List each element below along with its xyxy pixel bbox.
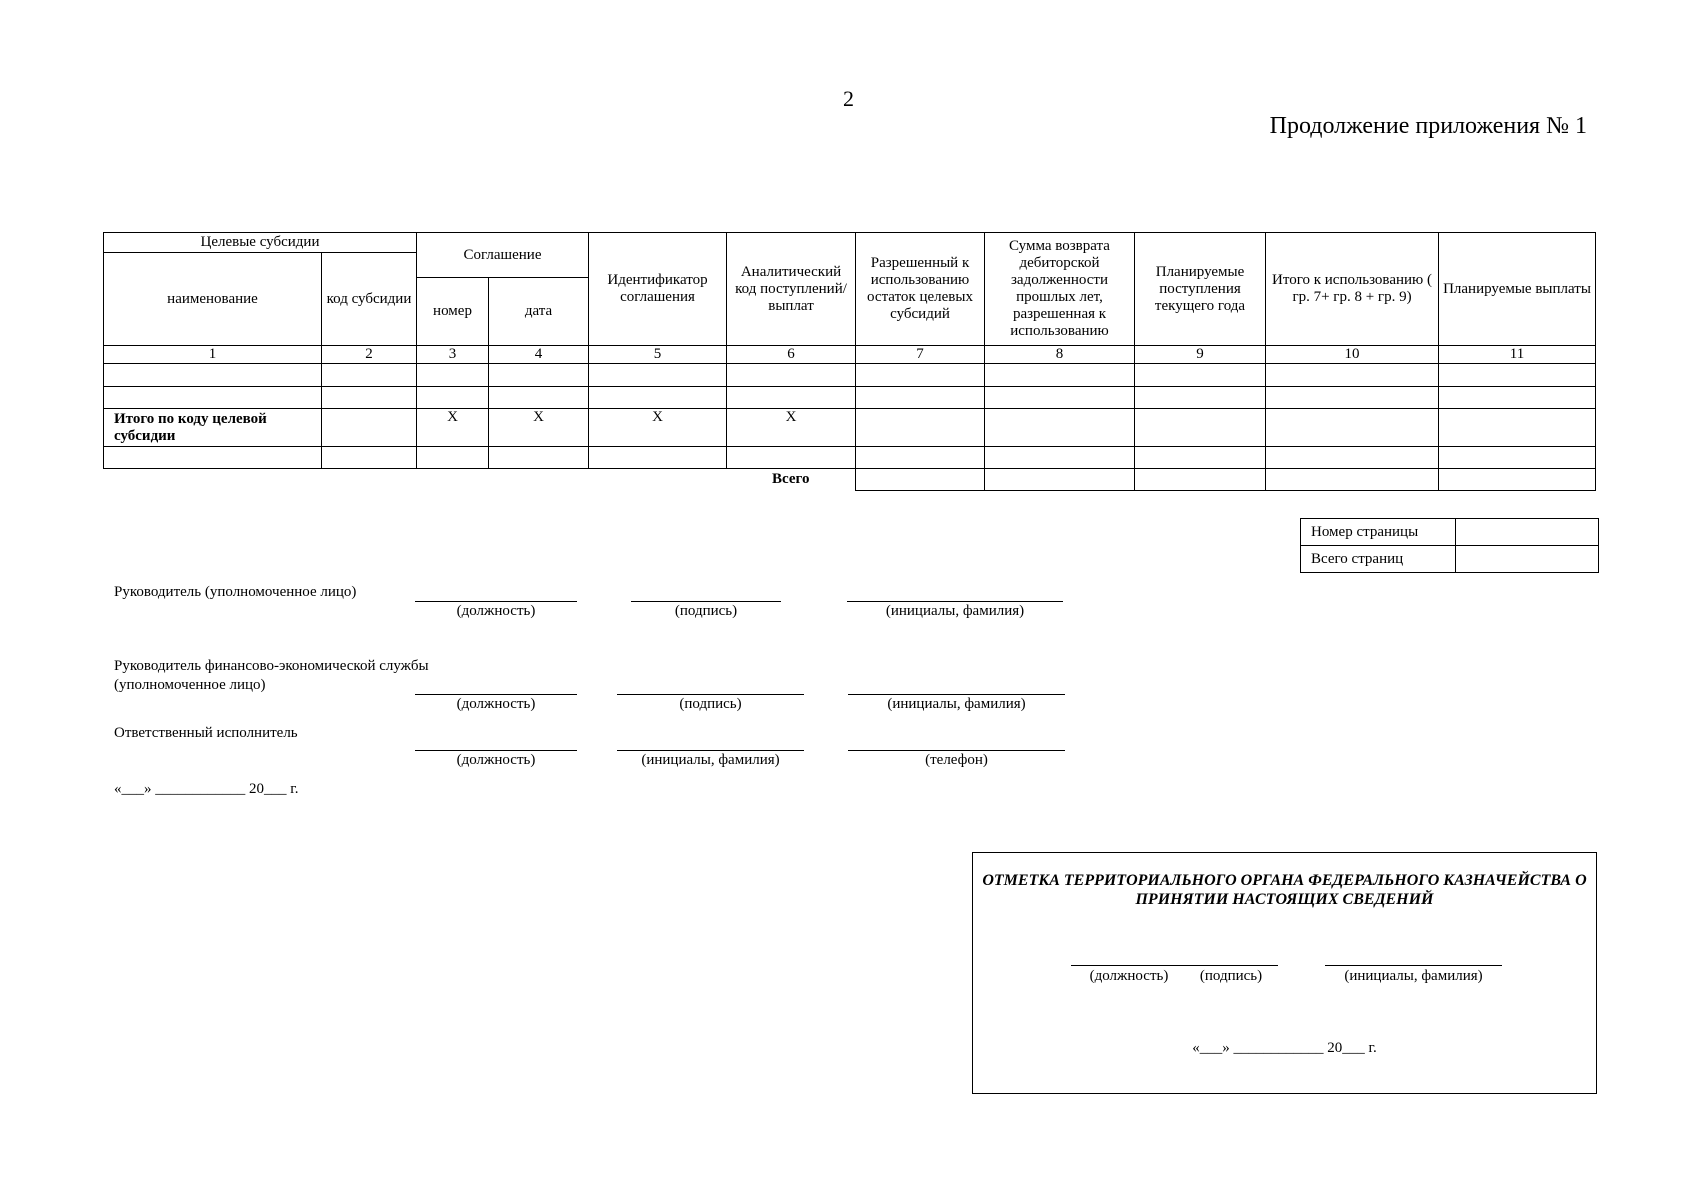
executor-phone-caption: (телефон) — [925, 752, 988, 768]
finance-head-label: Руководитель финансово-экономической службы (уполномоченное лицо) — [114, 658, 429, 693]
column-number: 7 — [856, 346, 985, 364]
finance-signature-line[interactable] — [617, 694, 804, 695]
executor-phone-line[interactable] — [848, 750, 1065, 751]
column-number: 5 — [589, 346, 727, 364]
total-pages-label: Всего страниц — [1301, 546, 1456, 573]
header-date: дата — [489, 278, 589, 346]
column-number: 8 — [985, 346, 1135, 364]
head-label: Руководитель (уполномоченное лицо) — [114, 584, 357, 600]
column-number: 9 — [1135, 346, 1266, 364]
executor-label: Ответственный исполнитель — [114, 725, 298, 741]
head-initials-line[interactable] — [847, 601, 1063, 602]
header-allowed-balance: Разрешенный к использованию остаток целевых субсидий — [856, 233, 985, 346]
header-agreement: Соглашение — [417, 233, 589, 278]
x-mark: X — [727, 409, 856, 447]
stamp-signature-caption: (подпись) — [1199, 968, 1263, 984]
table-row — [104, 387, 1596, 409]
executor-initials-line[interactable] — [617, 750, 804, 751]
executor-position-caption: (должность) — [456, 752, 536, 768]
treasury-stamp-title: ОТМЕТКА ТЕРРИТОРИАЛЬНОГО ОРГАНА ФЕДЕРАЛЬНОГО КАЗНАЧЕЙСТВА О ПРИНЯТИИ НАСТОЯЩИХ СВЕДЕНИЙ — [982, 872, 1587, 908]
total-pages-field[interactable] — [1456, 546, 1599, 573]
header-receivables-return: Сумма возврата дебиторской задолженности прошлых лет, разрешенная к использованию — [985, 233, 1135, 346]
finance-signature-caption: (подпись) — [679, 696, 742, 712]
finance-position-caption: (должность) — [456, 696, 536, 712]
table-row — [104, 364, 1596, 387]
x-mark: X — [417, 409, 489, 447]
grand-total-label: Всего — [727, 469, 856, 491]
stamp-date-line: «___» ____________ 20___ г. — [1192, 1040, 1377, 1056]
page-number: 2 — [843, 86, 854, 111]
pages-box — [1300, 518, 1599, 573]
executor-initials-caption: (инициалы, фамилия) — [641, 752, 780, 768]
x-mark: X — [489, 409, 589, 447]
column-number: 2 — [322, 346, 417, 364]
head-initials-caption: (инициалы, фамилия) — [885, 603, 1025, 619]
x-mark: X — [589, 409, 727, 447]
page-number-label: Номер страницы — [1301, 519, 1456, 546]
header-total-use: Итого к использованию ( гр. 7+ гр. 8 + гр. 9) — [1266, 233, 1439, 346]
column-number: 4 — [489, 346, 589, 364]
column-number: 11 — [1439, 346, 1596, 364]
date-line: «___» ____________ 20___ г. — [114, 781, 299, 797]
header-planned-receipts: Планируемые поступления текущего года — [1135, 233, 1266, 346]
finance-initials-line[interactable] — [848, 694, 1065, 695]
executor-position-line[interactable] — [415, 750, 577, 751]
header-number: номер — [417, 278, 489, 346]
grand-total-row — [104, 469, 1596, 491]
header-analytic-code: Аналитический код поступлений/ выплат — [727, 233, 856, 346]
stamp-initials-line[interactable] — [1325, 965, 1502, 966]
appendix-title: Продолжение приложения № 1 — [1269, 113, 1587, 139]
header-subsidy-code: код субсидии — [322, 253, 417, 346]
table-row — [104, 447, 1596, 469]
header-name: наименование — [104, 253, 322, 346]
page-number-field[interactable] — [1456, 519, 1599, 546]
treasury-stamp-box — [972, 852, 1597, 1094]
head-signature-caption: (подпись) — [674, 603, 738, 619]
head-position-caption: (должность) — [456, 603, 536, 619]
column-number: 3 — [417, 346, 489, 364]
column-number: 10 — [1266, 346, 1439, 364]
column-number: 1 — [104, 346, 322, 364]
header-target-subsidies: Целевые субсидии — [104, 233, 417, 253]
column-number: 6 — [727, 346, 856, 364]
total-by-code-row — [104, 409, 1596, 447]
head-position-line[interactable] — [415, 601, 577, 602]
header-agreement-id: Идентификатор соглашения — [589, 233, 727, 346]
head-signature-line[interactable] — [631, 601, 781, 602]
total-by-code-label: Итого по коду целевой субсидии — [104, 409, 322, 447]
finance-initials-caption: (инициалы, фамилия) — [887, 696, 1026, 712]
stamp-position-signature-line[interactable] — [1071, 965, 1278, 966]
subsidies-table — [103, 232, 1596, 491]
stamp-position-caption: (должность) — [1089, 968, 1169, 984]
finance-position-line[interactable] — [415, 694, 577, 695]
stamp-initials-caption: (инициалы, фамилия) — [1344, 968, 1483, 984]
header-planned-payments: Планируемые выплаты — [1439, 233, 1596, 346]
